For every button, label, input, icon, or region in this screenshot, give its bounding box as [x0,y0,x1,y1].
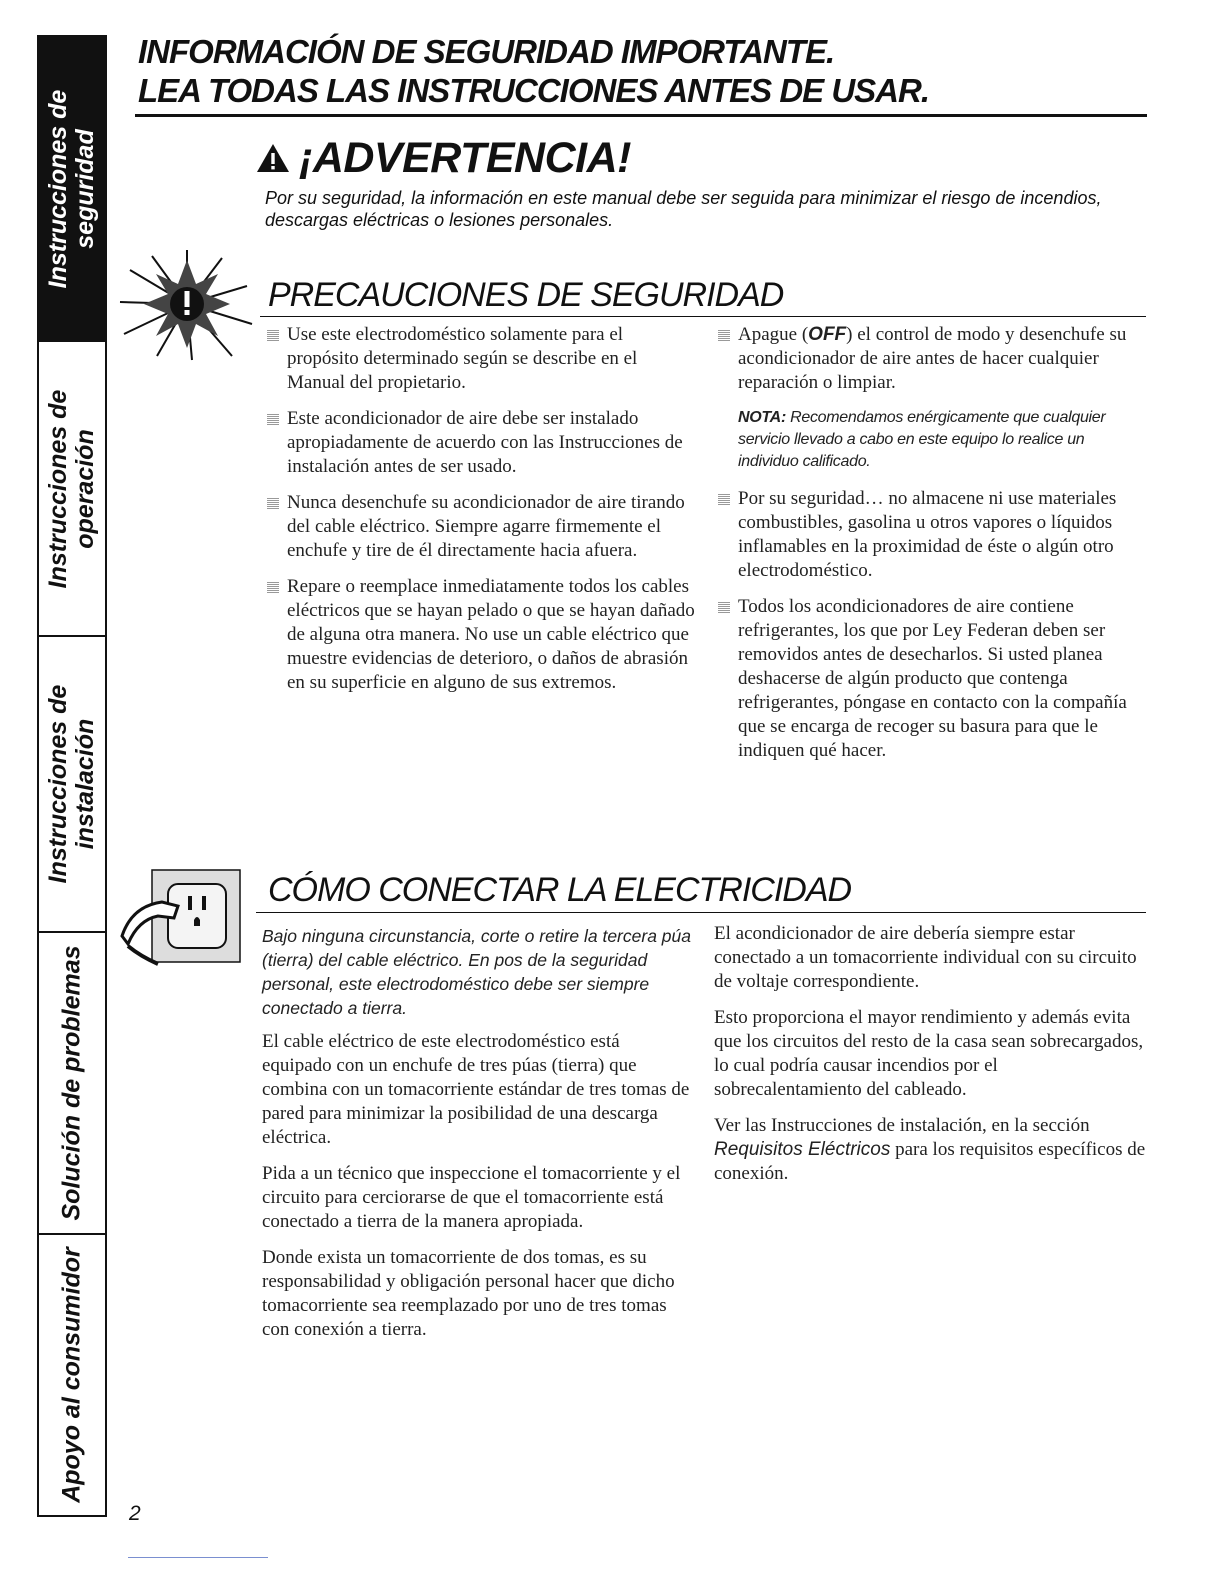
grounded-plug-icon [118,866,242,970]
warning-heading: ¡ADVERTENCIA! [299,134,631,182]
tab-label: Instrucciones de [44,389,72,588]
tab-consumer-support[interactable] [39,1235,105,1515]
list-item: Este acondicionador de aire debe ser instalado apropiadamente de acuerdo con las Instrucciones de instalación antes de ser usado. [265,407,697,479]
section-tabs [37,35,107,1517]
paragraph: Ver las Instrucciones de instalación, en la sección Requisitos Eléctricos para los requisitos específicos de conexión. [714,1115,1146,1184]
list-item: Nunca desenchufe su acondicionador de aire tirando del cable eléctrico. Siempre agarre firmemente el enchufe y tire de él directamente hacia afuera. [265,491,697,563]
bullet-icon [267,582,279,593]
header-divider [135,114,1147,117]
precautions-left-column [265,323,697,707]
list-item: Repare o reemplace inmediatamente todos los cables eléctricos que se hayan pelado o que se hayan dañado de alguna otra manera. No use un cable eléctrico que muestre evidencias de deterioro, o daños de abrasión en su superficie en alguno de sus extremos. [265,575,697,695]
paragraph: El cable eléctrico de este electrodoméstico está equipado con un enchufe de tres púas (tierra) que combina con un tomacorriente estándar de tres tomas de pared para minimizar la posibilidad de una descarga eléctrica. [262,1031,690,1148]
precautions-divider [260,316,1146,317]
danger-burst-icon [112,246,262,364]
paragraph: Pida a un técnico que inspeccione el tomacorriente y el circuito para cerciorarse de que el tomacorriente está conectado a tierra de la manera apropiada. [262,1163,681,1232]
page-number: 2 [129,1502,141,1525]
electricity-right-column [714,922,1146,1198]
tab-label: Solución de problemas [57,945,86,1221]
title-line: LEA TODAS LAS INSTRUCCIONES ANTES DE USAR. [138,72,930,109]
page-title [138,32,1148,110]
list-item: Todos los acondicionadores de aire contiene refrigerantes, los que por Ley Federan deben ser removidos antes de desecharlos. Si usted planea deshacerse de algún producto que contenga refrigerantes, póngase en contacto con la compañía que se encarga de recoger su basura para que le indiquen qué hacer. [716,595,1148,763]
electricity-heading: CÓMO CONECTAR LA ELECTRICIDAD [268,871,852,909]
electricity-left-column [262,924,694,1354]
precautions-heading: PRECAUCIONES DE SEGURIDAD [268,276,784,314]
footer-line [128,1557,268,1558]
list-item: Apague (OFF) el control de modo y desenchufe su acondicionador de aire antes de hacer cualquier reparación o limpiar. [716,323,1148,395]
note: NOTA: Recomendamos enérgicamente que cualquier servicio llevado a cabo en este equipo lo realice un individuo calificado. [738,409,1106,470]
bullet-icon [267,498,279,509]
tab-troubleshooting[interactable] [39,933,105,1235]
tab-operation[interactable] [39,342,105,637]
bullet-icon [267,414,279,425]
paragraph: Donde exista un tomacorriente de dos tomas, es su responsabilidad y obligación personal hacer que dicho tomacorriente sea reemplazado por uno de tres tomas con conexión a tierra. [262,1247,675,1340]
tab-label: operación [71,428,99,549]
title-line: INFORMACIÓN DE SEGURIDAD IMPORTANTE. [138,33,835,70]
bullet-icon [718,494,730,505]
bullet-icon [718,602,730,613]
list-item: Por su seguridad… no almacene ni use materiales combustibles, gasolina u otros vapores o líquidos inflamables en la proximidad de éste o algún otro electrodoméstico. [716,487,1148,583]
warning-triangle-icon [255,142,291,174]
paragraph: Esto proporciona el mayor rendimiento y además evita que los circuitos del resto de la casa sean sobrecargados, lo cual podría causar incendios por el sobrecalentamiento del cableado. [714,1007,1144,1100]
tab-label: seguridad [71,128,99,249]
precautions-right-column [716,323,1148,775]
warning-text: Por su seguridad, la información en este manual debe ser seguida para minimizar el riesgo de incendios, descargas eléctricas o lesiones personales. [265,188,1102,230]
electricity-divider [256,912,1146,913]
paragraph: El acondicionador de aire debería siempre estar conectado a un tomacorriente individual con su circuito de voltaje correspondiente. [714,923,1137,992]
tab-label: Apoyo al consumidor [57,1247,86,1503]
warning-title [255,132,631,184]
tab-safety[interactable] [39,37,105,342]
electrical-requirements-ref: Requisitos Eléctricos [714,1139,891,1160]
tab-installation[interactable] [39,637,105,933]
tab-label: instalación [71,718,99,850]
tab-label: Instrucciones de [44,684,72,884]
list-item: Use este electrodoméstico solamente para el propósito determinado según se describe en el Manual del propietario. [265,323,697,395]
grounding-warning: Bajo ninguna circunstancia, corte o retire la tercera púa (tierra) del cable eléctrico. En pos de la seguridad personal, este electrodoméstico debe ser siempre conectado a tierra. [262,926,691,1018]
bullet-icon [718,330,730,341]
bullet-icon [267,330,279,341]
tab-label: Instrucciones de [44,89,72,288]
